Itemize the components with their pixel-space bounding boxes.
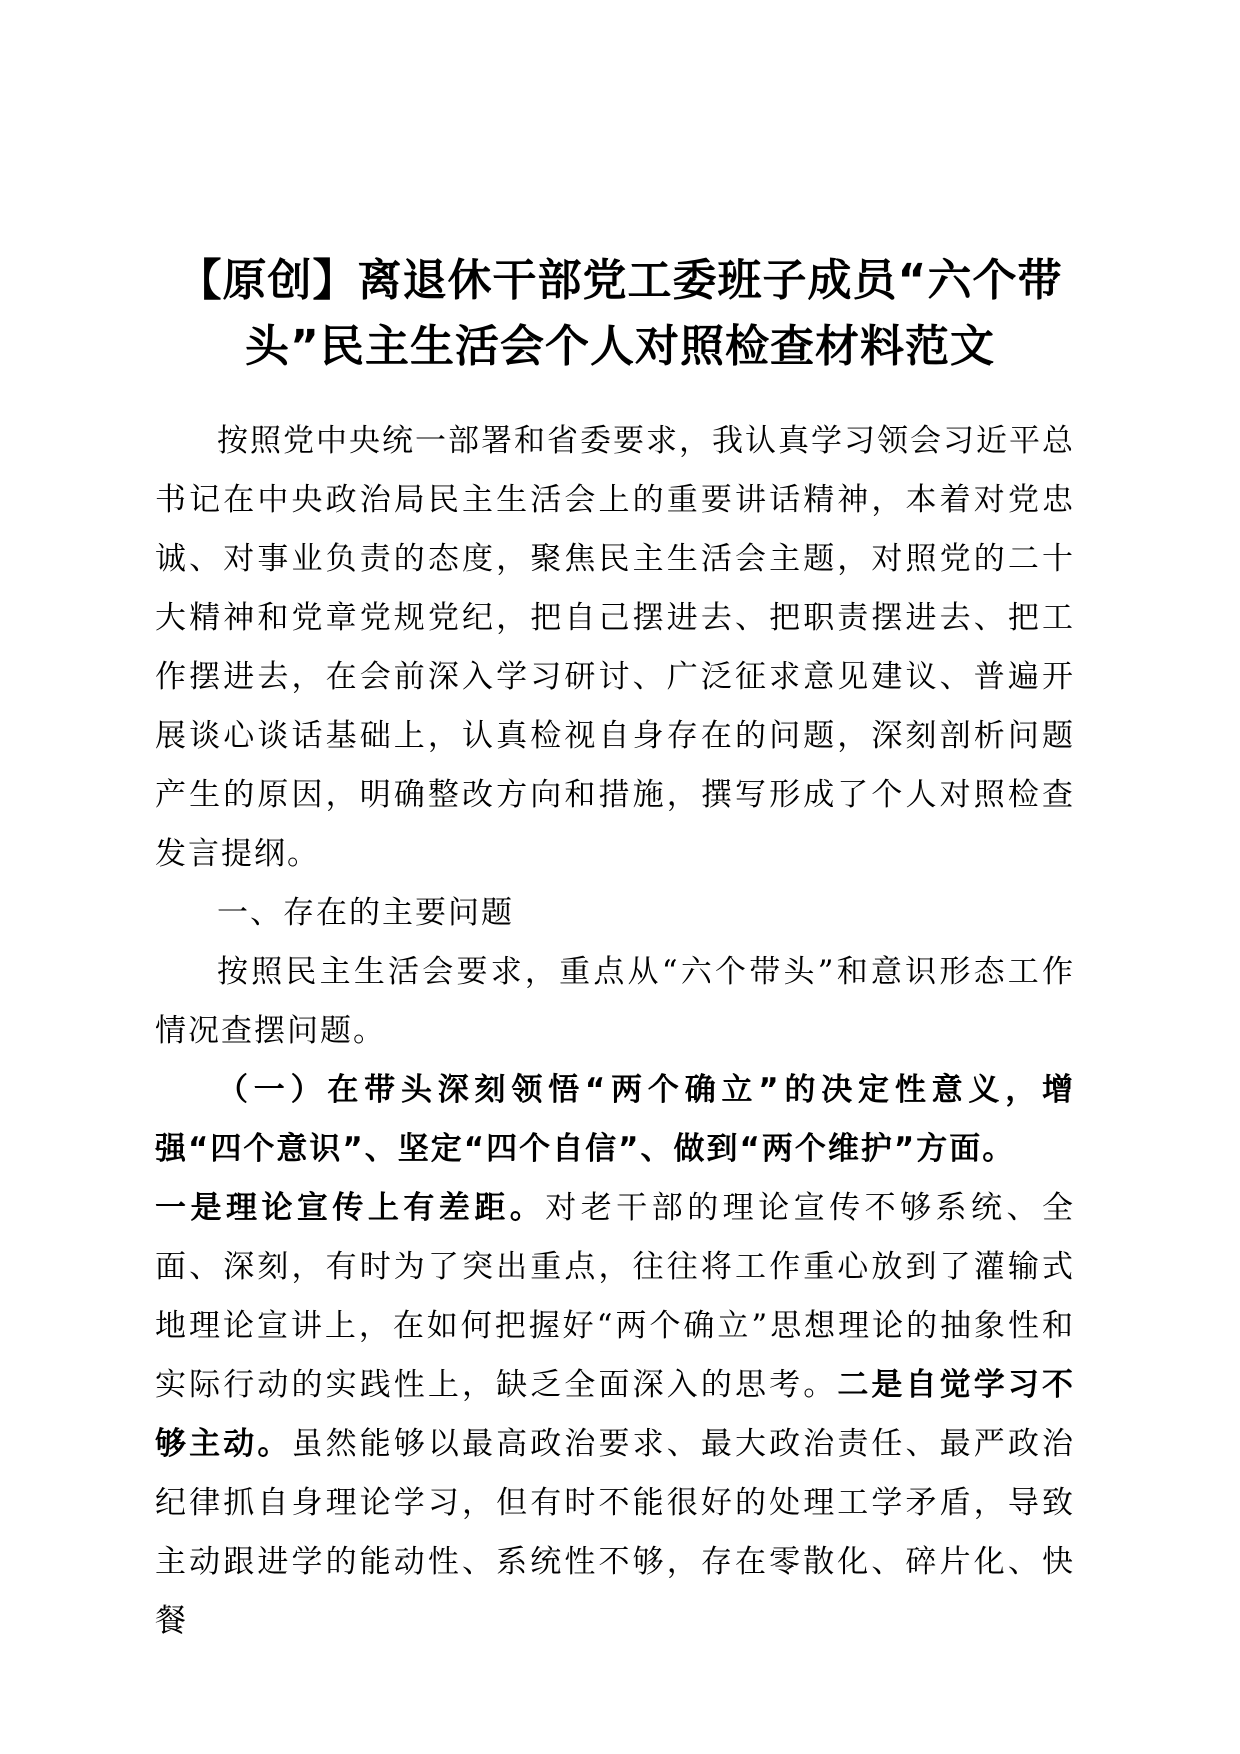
point-2-text: 虽然能够以最高政治要求、最大政治责任、最严政治纪律抓自身理论学习，但有时不能很好的处理工学矛盾，导致主动跟进学的能动性、系统性不够，存在零散化、碎片化、快餐 — [155, 1426, 1076, 1639]
title-line-2: 头”民主生活会个人对照检查材料范文 — [245, 321, 995, 372]
subsection-heading: （一）在带头深刻领悟“两个确立”的决定性意义，增强“四个意识”、坚定“四个自信”、做到“两个维护”方面。 — [155, 1072, 1075, 1167]
document-title — [150, 248, 1090, 380]
point-1-label: 一是理论宣传上有差距。 — [155, 1190, 546, 1226]
section-intro-paragraph: 按照民主生活会要求，重点从“六个带头”和意识形态工作情况查摆问题。 — [155, 954, 1075, 1049]
title-line-1: 【原创】离退休干部党工委班子成员“六个带 — [177, 255, 1063, 306]
document-body — [155, 412, 1075, 1651]
point-2-label: 二是自觉学习不够主动。 — [155, 1367, 1076, 1462]
point-1-text: 对老干部的理论宣传不够系统、全面、深刻，有时为了突出重点，往往将工作重心放到了灌输式地理论宣讲上，在如何把握好“两个确立”思想理论的抽象性和实际行动的实践性上，缺乏全面深入的思考。 — [155, 1190, 1075, 1403]
intro-paragraph: 按照党中央统一部署和省委要求，我认真学习领会习近平总书记在中央政治局民主生活会上的重要讲话精神，本着对党忠诚、对事业负责的态度，聚焦民主生活会主题，对照党的二十大精神和党章党规党纪，把自己摆进去、把职责摆进去、把工作摆进去，在会前深入学习研讨、广泛征求意见建议、普遍开展谈心谈话基础上，认真检视自身存在的问题，深刻剖析问题产生的原因，明确整改方向和措施，撰写形成了个人对照检查发言提纲。 — [155, 423, 1075, 872]
section-heading: 一、存在的主要问题 — [217, 895, 514, 931]
problem-paragraph — [155, 1179, 1075, 1651]
